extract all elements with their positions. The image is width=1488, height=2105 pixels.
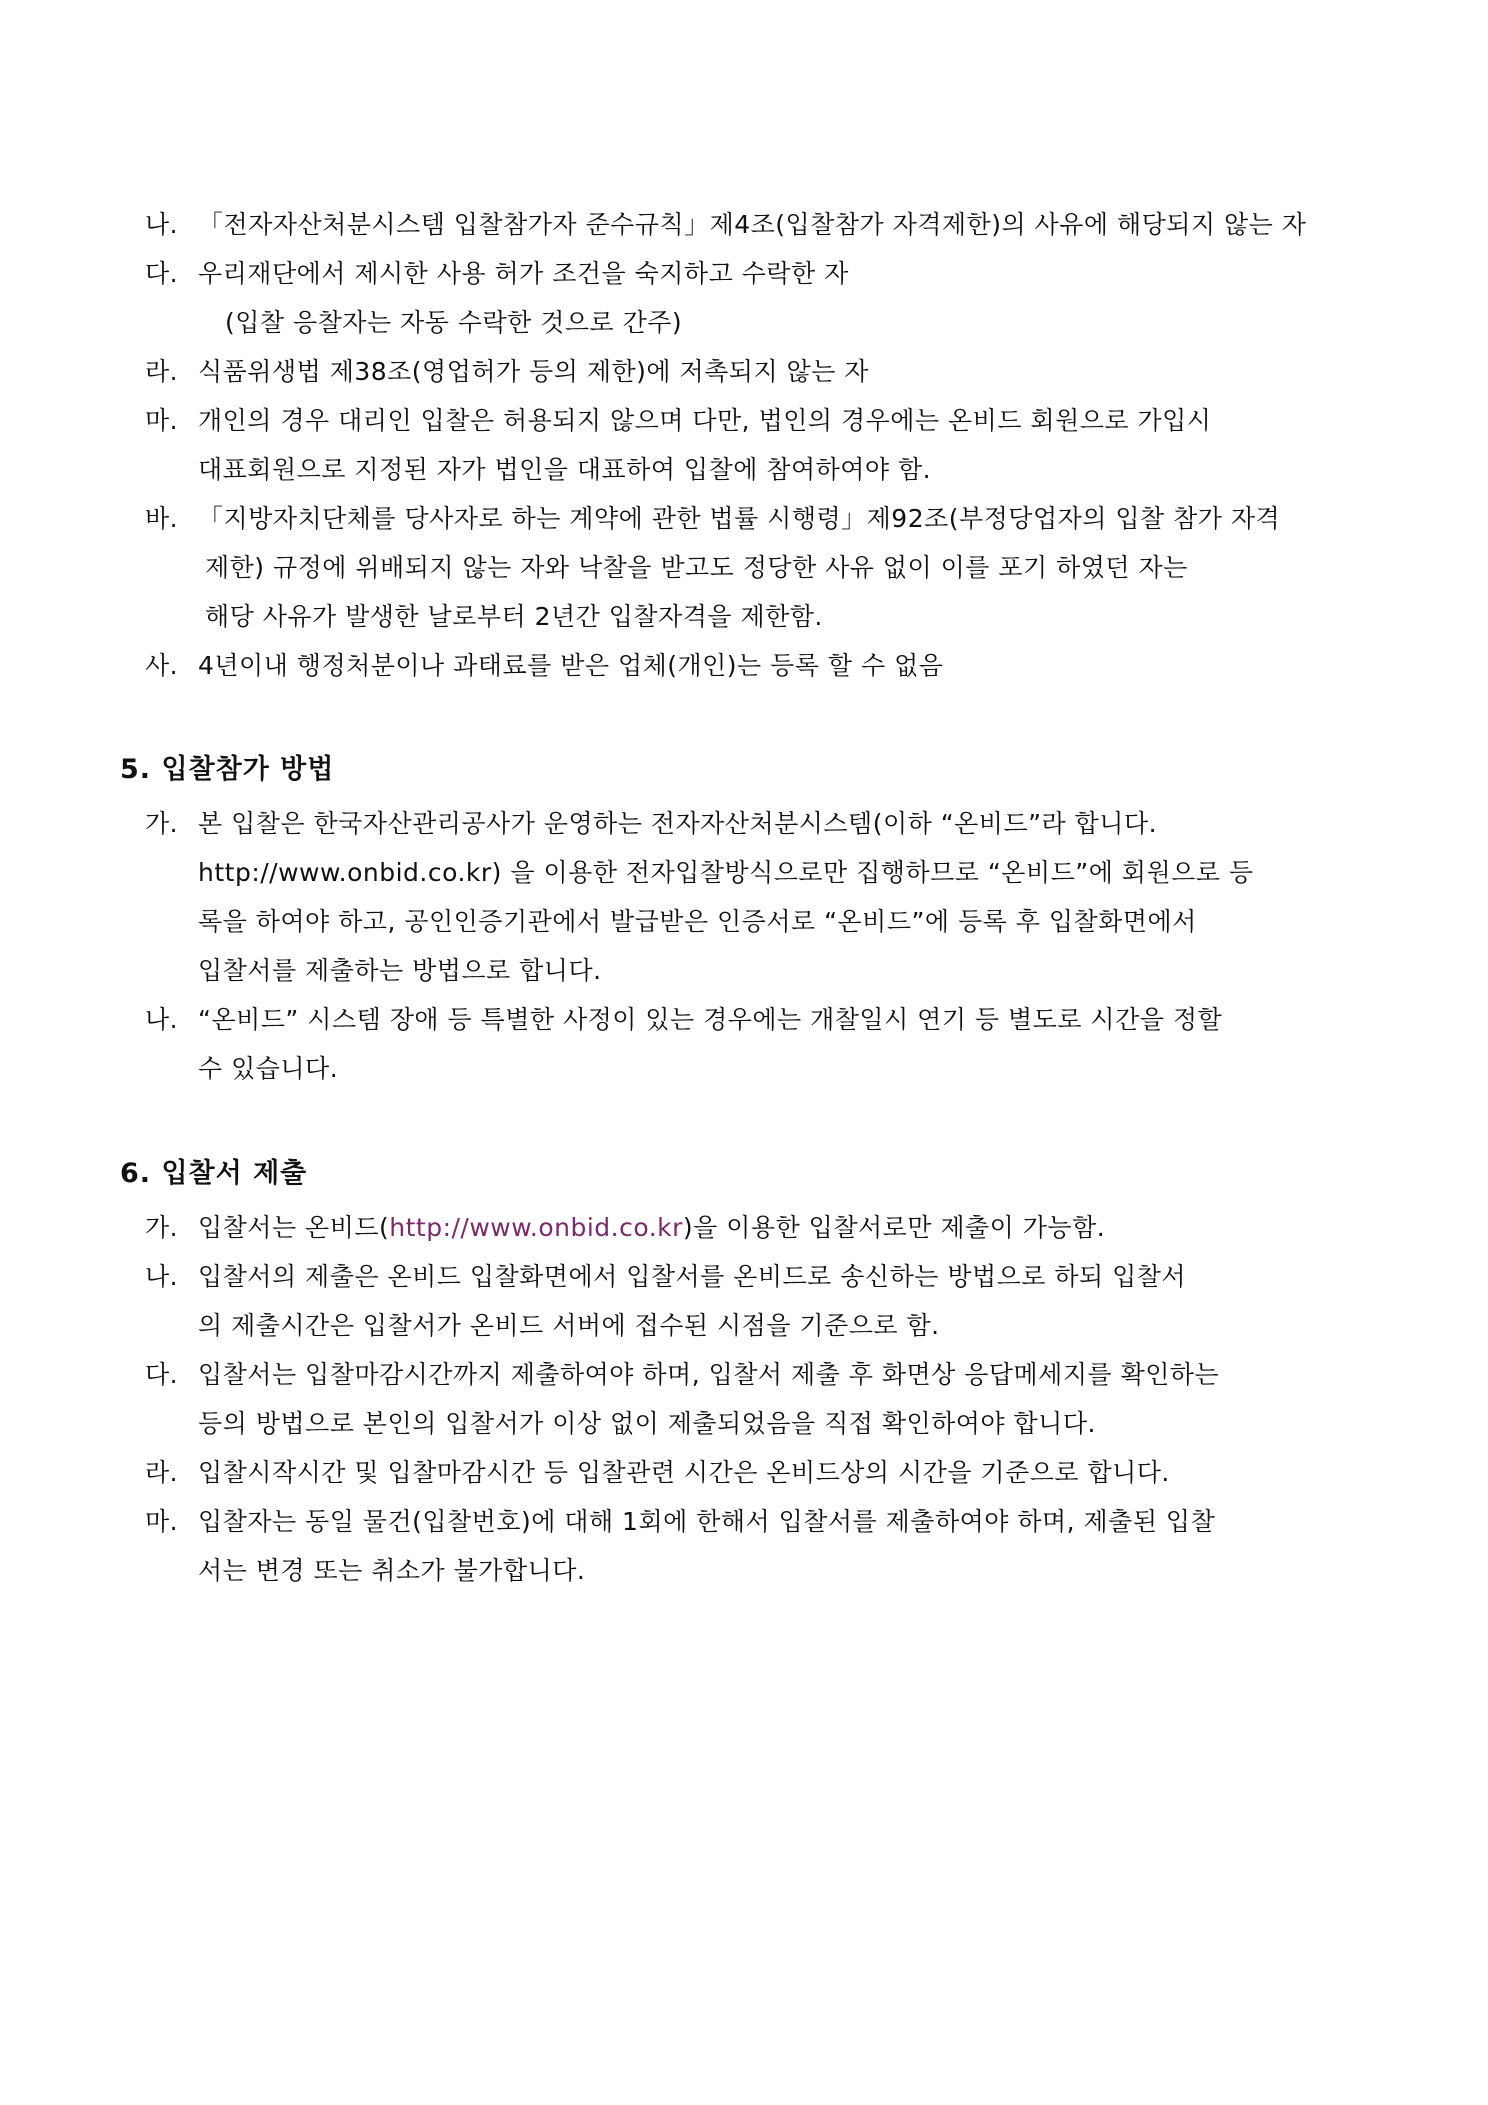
- item-text: “온비드” 시스템 장애 등 특별한 사정이 있는 경우에는 개찰일시 연기 등 별도로 시간을 정할: [198, 1005, 1223, 1034]
- item-marker: 나.: [145, 1005, 179, 1034]
- item-text: 우리재단에서 제시한 사용 허가 조건을 숙지하고 수락한 자: [198, 259, 849, 288]
- item-marker: 마.: [145, 1507, 179, 1536]
- item-marker: 라.: [145, 357, 179, 386]
- item-marker: 나.: [145, 210, 179, 239]
- item-text: 등의 방법으로 본인의 입찰서가 이상 없이 제출되었음을 직접 확인하여야 합니다.: [198, 1409, 1096, 1438]
- s4-item-ba: [145, 494, 1370, 641]
- item-text: 「전자자산처분시스템 입찰참가자 준수규칙」제4조(입찰참가 자격제한)의 사유에 해당되지 않는 자: [198, 210, 1307, 239]
- item-text: 개인의 경우 대리인 입찰은 허용되지 않으며 다만, 법인의 경우에는 온비드 회원으로 가입시: [198, 406, 1212, 435]
- s4-item-da: [145, 249, 1370, 347]
- item-text: 입찰자는 동일 물건(입찰번호)에 대해 1회에 한해서 입찰서를 제출하여야 하며, 제출된 입찰: [198, 1507, 1216, 1536]
- item-marker: 사.: [145, 651, 179, 680]
- s5-item-ga: [145, 799, 1370, 995]
- item-marker: 라.: [145, 1458, 179, 1487]
- item-text: 해당 사유가 발생한 날로부터 2년간 입찰자격을 제한함.: [205, 602, 823, 631]
- item-text-pre: 입찰서는 온비드(: [198, 1213, 390, 1242]
- item-marker: 다.: [145, 259, 179, 288]
- item-text: 제한) 규정에 위배되지 않는 자와 낙찰을 받고도 정당한 사유 없이 이를 포기 하였던 자는: [205, 553, 1188, 582]
- item-text: 의 제출시간은 입찰서가 온비드 서버에 접수된 시점을 기준으로 함.: [198, 1311, 940, 1340]
- s6-item-ra: [145, 1448, 1370, 1497]
- section-5-heading: 5. 입찰참가 방법: [120, 754, 335, 785]
- item-marker: 나.: [145, 1262, 179, 1291]
- s4-item-sa: [145, 641, 1370, 690]
- item-marker: 가.: [145, 1213, 179, 1242]
- item-marker: 가.: [145, 809, 179, 838]
- item-text: 「지방자치단체를 당사자로 하는 계약에 관한 법률 시행령」제92조(부정당업자의 입찰 참가 자격: [198, 504, 1281, 533]
- s4-item-ma: [145, 396, 1370, 494]
- item-text: http://www.onbid.co.kr) 을 이용한 전자입찰방식으로만 집행하므로 “온비드”에 회원으로 등: [198, 858, 1254, 887]
- item-text: 대표회원으로 지정된 자가 법인을 대표하여 입찰에 참여하여야 함.: [198, 455, 932, 484]
- s6-item-ma: [145, 1497, 1370, 1595]
- s4-item-ra: [145, 347, 1370, 396]
- onbid-link[interactable]: http://www.onbid.co.kr: [389, 1213, 683, 1242]
- item-marker: 바.: [145, 504, 179, 533]
- section-6-heading: 6. 입찰서 제출: [120, 1158, 308, 1189]
- item-text: 입찰서는 입찰마감시간까지 제출하여야 하며, 입찰서 제출 후 화면상 응답메세지를 확인하는: [198, 1360, 1220, 1389]
- item-marker: 마.: [145, 406, 179, 435]
- item-text: (입찰 응찰자는 자동 수락한 것으로 간주): [225, 308, 683, 337]
- s5-item-na: [145, 995, 1370, 1093]
- item-text: 식품위생법 제38조(영업허가 등의 제한)에 저촉되지 않는 자: [198, 357, 869, 386]
- item-text: 수 있습니다.: [198, 1054, 339, 1083]
- item-text: 입찰시작시간 및 입찰마감시간 등 입찰관련 시간은 온비드상의 시간을 기준으로 합니다.: [198, 1458, 1170, 1487]
- s4-item-na: [145, 200, 1370, 249]
- item-text: 서는 변경 또는 취소가 불가합니다.: [198, 1556, 586, 1585]
- item-marker: 다.: [145, 1360, 179, 1389]
- s6-item-na: [145, 1252, 1370, 1350]
- item-text: 본 입찰은 한국자산관리공사가 운영하는 전자자산처분시스템(이하 “온비드”라 합니다.: [198, 809, 1158, 838]
- item-text: 입찰서의 제출은 온비드 입찰화면에서 입찰서를 온비드로 송신하는 방법으로 하되 입찰서: [198, 1262, 1187, 1291]
- s6-item-da: [145, 1350, 1370, 1448]
- item-text: 4년이내 행정처분이나 과태료를 받은 업체(개인)는 등록 할 수 없음: [198, 651, 944, 680]
- item-text: 록을 하여야 하고, 공인인증기관에서 발급받은 인증서로 “온비드”에 등록 후 입찰화면에서: [198, 907, 1197, 936]
- s6-item-ga: [145, 1203, 1370, 1252]
- item-text: 입찰서를 제출하는 방법으로 합니다.: [198, 956, 602, 985]
- item-text-post: )을 이용한 입찰서로만 제출이 가능함.: [682, 1213, 1106, 1242]
